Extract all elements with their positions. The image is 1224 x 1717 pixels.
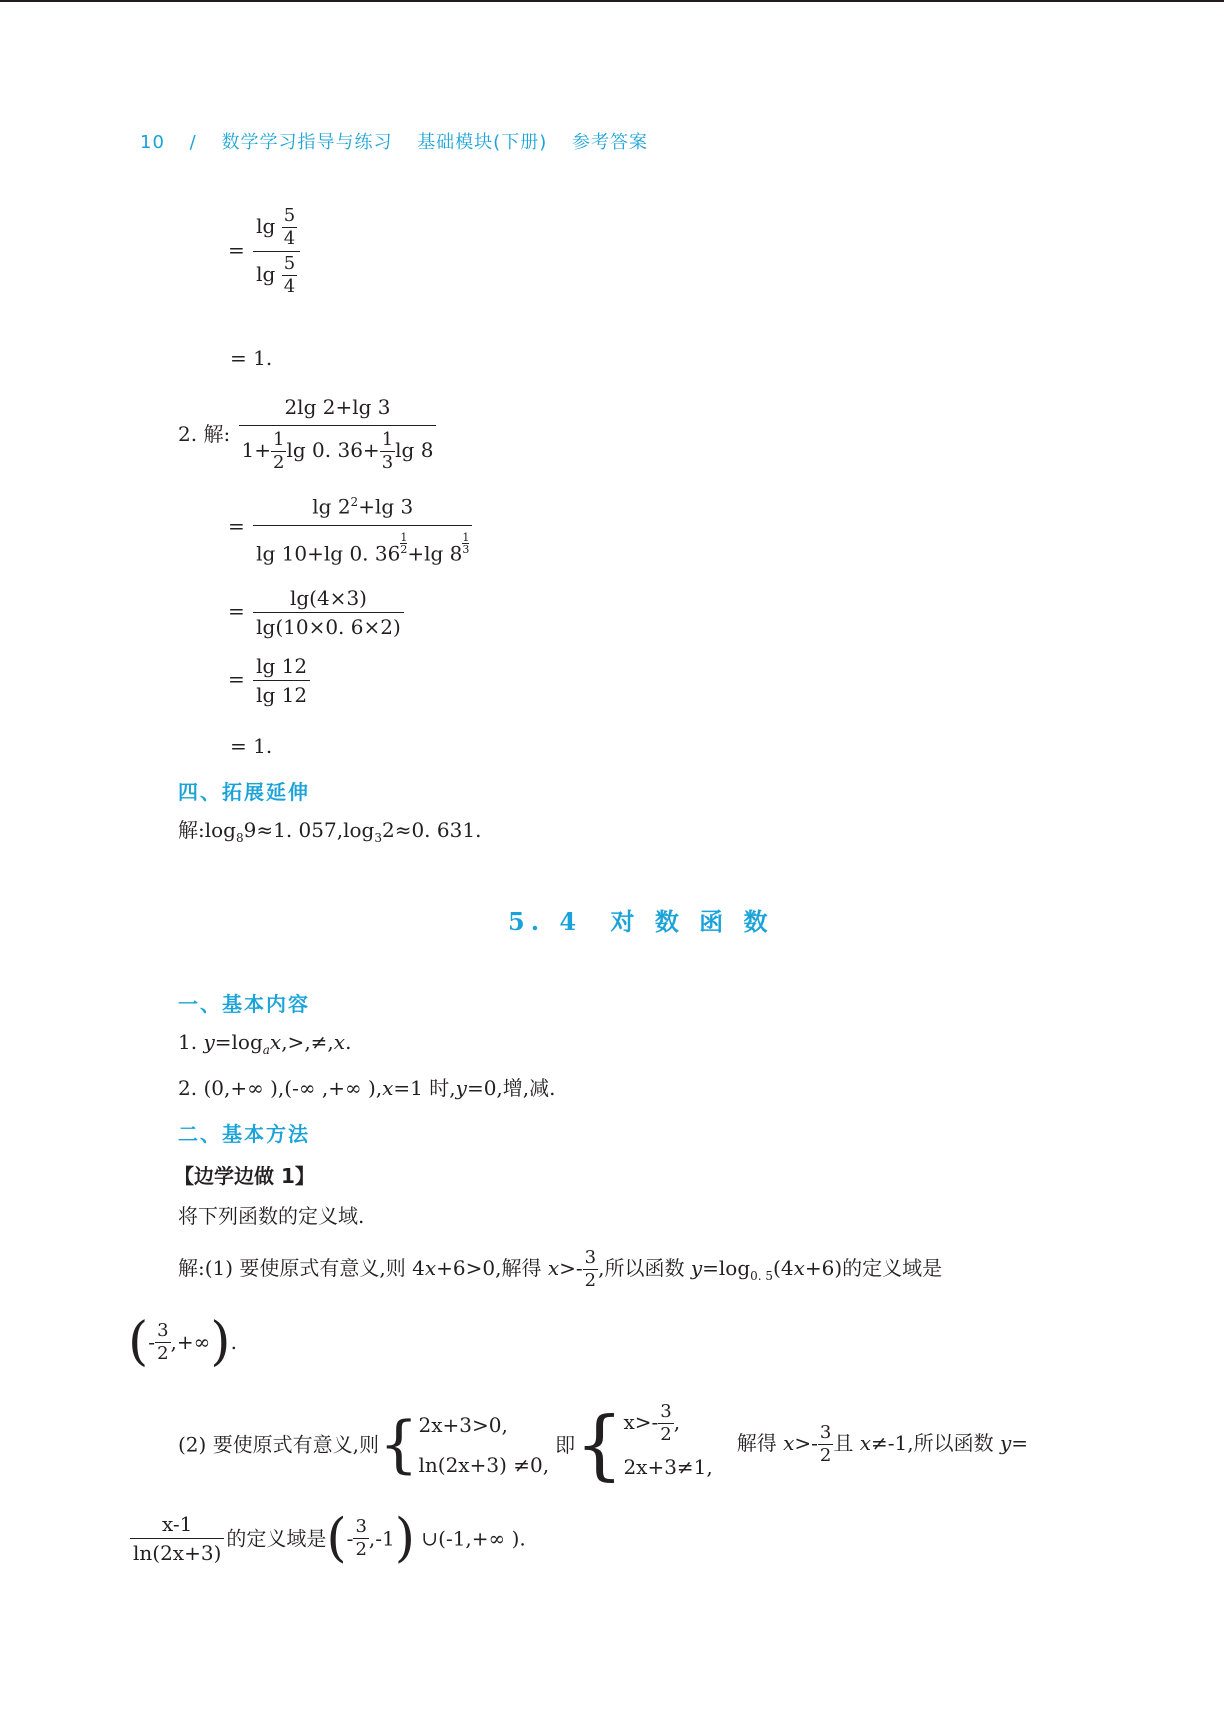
two: 2: [400, 542, 408, 556]
system-2-line-1: [623, 1400, 712, 1445]
function-numerator: x-1: [130, 1512, 224, 1539]
problem-2-fraction: [239, 395, 437, 473]
three-halves: [818, 1423, 833, 1466]
function-fraction: [130, 1512, 224, 1565]
three: 3: [584, 1247, 597, 1268]
step-2-numerator: [253, 490, 472, 526]
two: 2: [584, 1270, 597, 1291]
equals-sign: =: [228, 514, 245, 539]
ratio-fraction: [253, 206, 300, 297]
p1-d: ,所以函数: [598, 1256, 691, 1280]
module-title: 基础模块(下册): [417, 132, 548, 153]
answers-label: 参考答案: [571, 132, 648, 153]
system-2-line-2: 2x+3≠1,: [623, 1455, 713, 1479]
problem-2-denominator: [239, 426, 437, 473]
problem-2-numerator: 2lg 2+lg 3: [239, 395, 437, 426]
var-x: x: [269, 1030, 282, 1054]
part-1-solution: [178, 1248, 942, 1291]
num-b: +lg 3: [358, 494, 414, 519]
system-2: [623, 1400, 712, 1489]
solve-e: =: [1011, 1431, 1029, 1455]
section-4-title: 四、拓展延伸: [178, 780, 310, 804]
den-part-c: lg 8: [395, 438, 434, 462]
five: 5: [283, 205, 296, 226]
equals-sign: =: [228, 238, 245, 262]
one: 1: [381, 429, 394, 450]
ratio-numerator: [253, 206, 300, 252]
den-part-a: 1+: [241, 438, 272, 462]
basic-item-1: [178, 1030, 351, 1062]
exp-third: [462, 532, 469, 555]
solve-b: >-: [794, 1431, 818, 1455]
right-paren: ): [394, 1508, 416, 1569]
left-paren: (: [128, 1312, 149, 1372]
chapter-name: 对 数 函 数: [610, 907, 774, 936]
minus: -: [148, 1330, 156, 1354]
result-one-a: = 1.: [230, 346, 273, 370]
sub-3: 3: [374, 831, 382, 845]
chapter-title: [508, 902, 774, 937]
solve-a: 解得: [736, 1431, 784, 1455]
section-1-title: 一、基本内容: [178, 992, 310, 1016]
l1a: x>-: [623, 1410, 659, 1434]
one: 1: [400, 530, 408, 544]
step-2-denominator: [253, 526, 472, 566]
part-2-domain: [128, 1508, 526, 1569]
interval-tail: ,+∞: [170, 1330, 211, 1354]
five-fourths: [282, 254, 297, 297]
var-y: y: [690, 1256, 703, 1280]
three: 3: [462, 542, 470, 556]
three: 3: [819, 1422, 832, 1443]
left-brace: {: [575, 1399, 624, 1489]
var-y: y: [203, 1030, 215, 1054]
one: 1: [462, 530, 470, 544]
log-base: 0. 5: [750, 1269, 774, 1283]
ext-c: 2≈0. 631.: [381, 818, 482, 842]
book-title: 数学学习指导与练习: [221, 132, 393, 153]
third: [380, 430, 395, 473]
page-number: 10: [140, 132, 165, 153]
exponent: 2: [350, 495, 359, 509]
num-a: lg 2: [312, 494, 351, 519]
two: 2: [660, 1424, 672, 1445]
p1-a: 解:(1) 要使原式有意义,则 4: [178, 1256, 425, 1280]
one: 1: [273, 429, 285, 450]
solve-d: ≠-1,所以函数: [871, 1431, 1000, 1455]
domain-text: 的定义域是: [226, 1526, 327, 1551]
solve-c: 且: [833, 1431, 860, 1455]
two: 2: [157, 1342, 169, 1364]
period: .: [230, 1330, 237, 1354]
step-2-fraction: [253, 490, 472, 565]
three-halves: [155, 1321, 170, 1364]
p2-label: (2) 要使原式有意义,则: [178, 1432, 380, 1457]
step-4-denominator: lg 12: [256, 683, 308, 707]
var-x: x: [333, 1030, 346, 1054]
two: 2: [355, 1539, 367, 1560]
ext-b: 9≈1. 057,log: [243, 818, 375, 842]
var-x: x: [783, 1431, 795, 1455]
item1-a: 1.: [178, 1030, 204, 1054]
p1-c: >-: [559, 1256, 583, 1280]
ratio-denominator: [253, 252, 300, 297]
part-1-interval: [128, 1312, 237, 1372]
item2-c: =0,增,减.: [466, 1076, 556, 1100]
top-rule: [0, 0, 1224, 2]
problem-2-label: 2. 解:: [178, 422, 231, 446]
den-a: lg 10+lg 0. 36: [256, 541, 401, 566]
p1-e: =log: [702, 1256, 751, 1280]
item1-c: ,>,≠,: [281, 1030, 334, 1054]
five: 5: [283, 253, 296, 274]
var-a: a: [262, 1043, 270, 1057]
problem-2: [178, 395, 438, 473]
var-x: x: [382, 1076, 394, 1100]
result-one-b: = 1.: [230, 734, 273, 758]
var-y: y: [999, 1431, 1012, 1455]
sub-8: 8: [235, 831, 244, 845]
three: 3: [381, 452, 394, 473]
equation-ratio-lg-5-4: [228, 206, 302, 297]
system-1: [419, 1405, 550, 1485]
extension-answer: [178, 818, 481, 850]
three-halves: [583, 1248, 598, 1291]
system-1-line-2: ln(2x+3) ≠0,: [418, 1452, 550, 1477]
p1-f: (4: [773, 1256, 794, 1280]
item2-b: =1 时,: [393, 1076, 456, 1100]
right-paren: ): [210, 1312, 231, 1372]
den-b: +lg 8: [407, 541, 463, 566]
five-fourths: [282, 206, 297, 249]
header-separator: /: [189, 132, 197, 153]
item1-d: .: [345, 1030, 352, 1054]
p2-solve: [736, 1422, 1029, 1466]
den-part-b: lg 0. 36+: [286, 438, 380, 462]
step-4-fraction: [253, 654, 310, 707]
four: 4: [283, 228, 296, 249]
three-halves: [658, 1402, 673, 1445]
step-4: [228, 654, 312, 707]
equals-sign: =: [228, 667, 245, 691]
running-header: [140, 128, 666, 154]
system-1-line-1: 2x+3>0,: [418, 1412, 508, 1437]
half: [271, 430, 286, 473]
three: 3: [660, 1401, 672, 1422]
two: 2: [273, 452, 285, 473]
step-3-numerator: lg(4×3): [253, 586, 404, 613]
lg-text: lg: [256, 214, 276, 238]
equals-sign: =: [228, 599, 245, 623]
step-3: [228, 586, 406, 639]
step-2: [228, 490, 474, 565]
ext-a: 解:log: [178, 818, 236, 842]
four: 4: [283, 276, 296, 297]
left-paren: (: [326, 1508, 347, 1569]
var-x: x: [793, 1256, 805, 1280]
three-halves: [353, 1517, 368, 1560]
var-x: x: [547, 1256, 560, 1280]
var-y: y: [455, 1076, 467, 1100]
step-3-denominator: lg(10×0. 6×2): [256, 615, 401, 639]
function-denominator: ln(2x+3): [133, 1541, 222, 1565]
item1-b: =log: [214, 1030, 263, 1054]
p1-g: +6)的定义域是: [804, 1256, 943, 1280]
lg-text: lg: [256, 262, 276, 286]
basic-item-2: [178, 1076, 556, 1100]
step-3-fraction: [253, 586, 404, 639]
step-4-numerator: lg 12: [253, 654, 310, 681]
left-brace: {: [379, 1407, 419, 1481]
item2-a: 2. (0,+∞ ),(-∞ ,+∞ ),: [178, 1076, 383, 1100]
three: 3: [355, 1516, 367, 1537]
three: 3: [157, 1319, 169, 1341]
part-2-solution: [178, 1400, 1028, 1489]
practice-title: 【边学边做 1】: [174, 1164, 315, 1188]
l1b: ,: [673, 1410, 681, 1434]
var-x: x: [424, 1256, 437, 1280]
interval-tail: ,-1: [368, 1526, 395, 1551]
two: 2: [819, 1445, 832, 1466]
section-2-title: 二、基本方法: [178, 1122, 310, 1146]
p1-b: +6>0,解得: [436, 1256, 548, 1280]
minus: -: [346, 1526, 354, 1551]
chapter-number: 5. 4: [508, 907, 583, 936]
union-tail: ∪(-1,+∞ ).: [415, 1526, 526, 1551]
var-x: x: [859, 1431, 872, 1455]
ji-text: 即: [555, 1432, 576, 1457]
practice-task: 将下列函数的定义域.: [178, 1204, 365, 1228]
